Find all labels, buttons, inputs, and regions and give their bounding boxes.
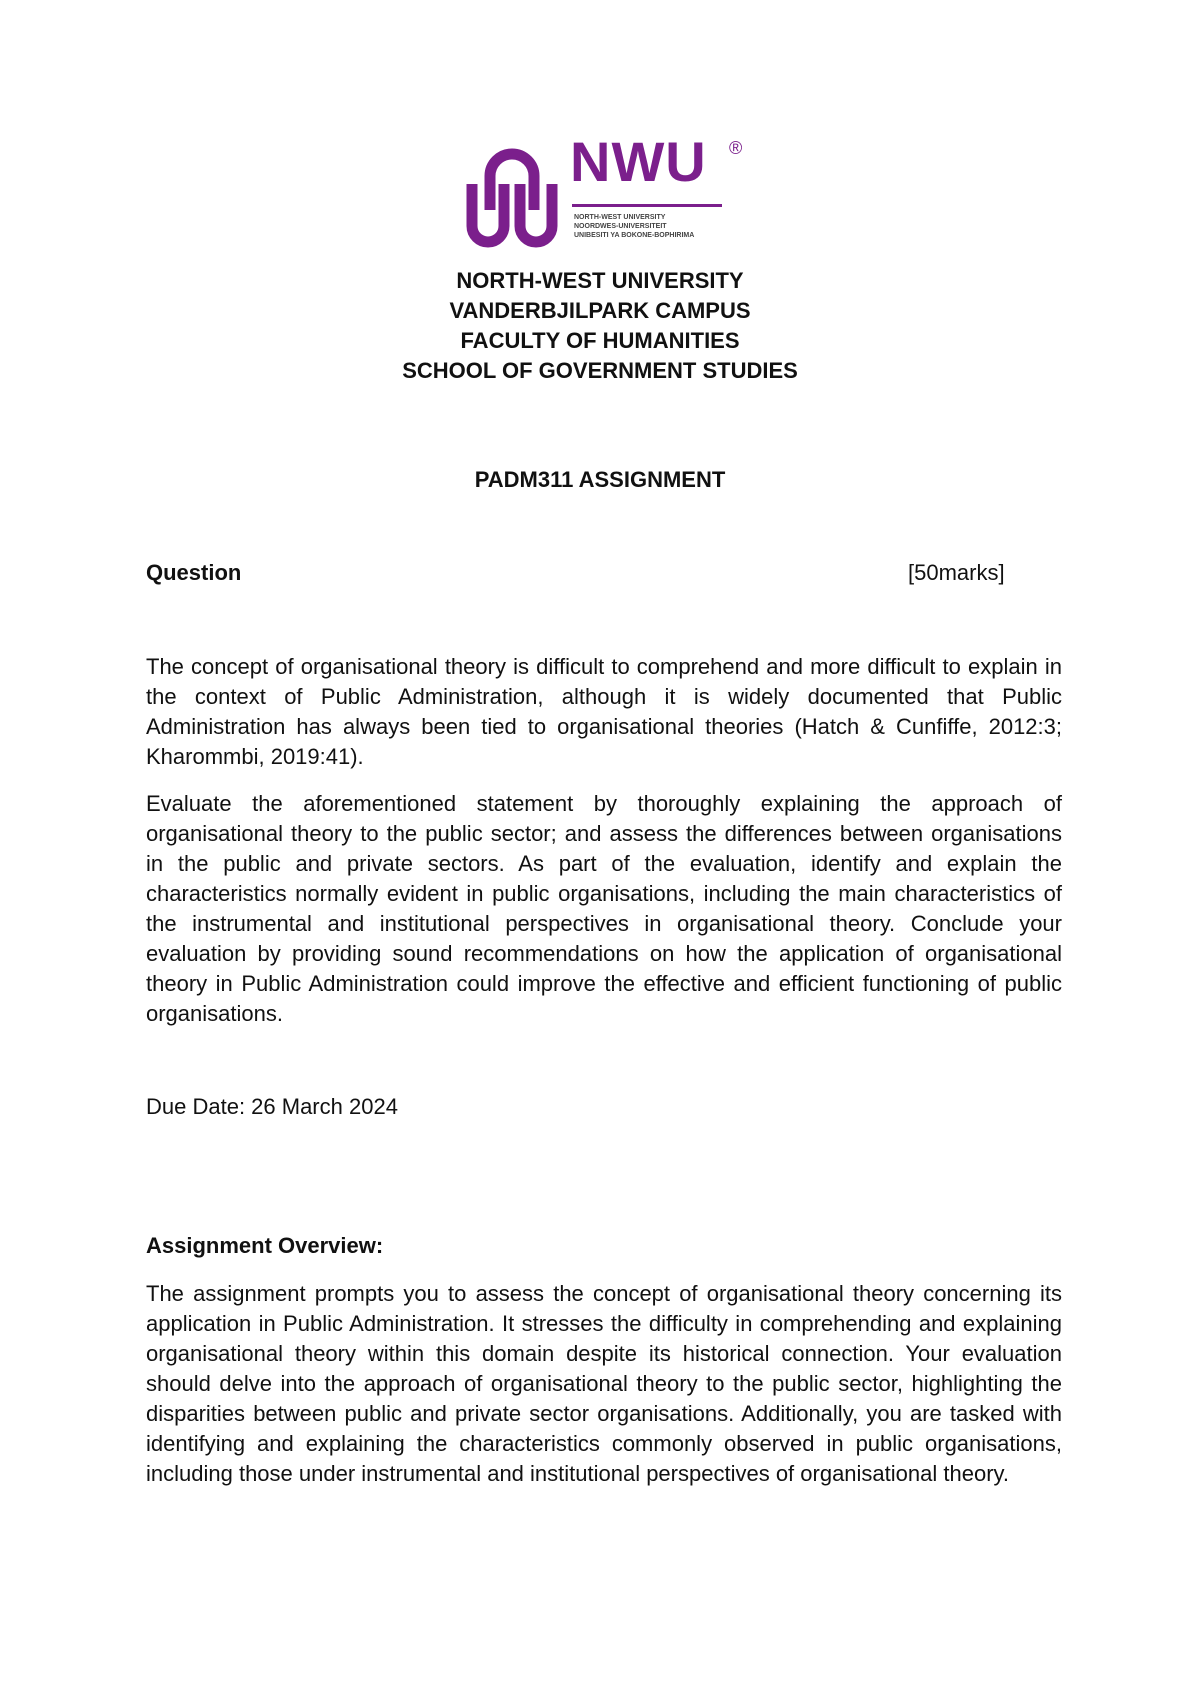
institution-line: SCHOOL OF GOVERNMENT STUDIES [402, 358, 798, 383]
nwu-emblem-icon [462, 140, 562, 252]
nwu-logo [462, 130, 752, 252]
institution-heading [0, 266, 1200, 386]
institution-line: FACULTY OF HUMANITIES [460, 328, 740, 353]
logo-sub-line: UNIBESITI YA BOKONE-BOPHIRIMA [574, 232, 695, 239]
institution-line: NORTH-WEST UNIVERSITY [456, 268, 744, 293]
registered-mark: ® [729, 138, 743, 158]
logo-subtitle [574, 213, 694, 240]
overview-paragraph: The assignment prompts you to assess the concept of organisational theory concerning its application in Public Administration. It stresses the difficulty in comprehending and explaining organisational theory within this domain despite its historical connection. Your evaluation should delve into the approach of organisational theory to the public sector, highlighting the disparities between public and private sector organisations. Additionally, you are tasked with identifying and explaining the characteristics commonly observed in public organisations, including those under instrumental and institutional perspectives of organisational theory. [146, 1281, 1062, 1486]
question-paragraph-2: Evaluate the aforementioned statement by thoroughly explaining the approach of organisational theory to the public sector; and assess the differences between organisations in the public and private sectors. As part of the evaluation, identify and explain the characteristics normally evident in public organisations, including the main characteristics of the instrumental and institutional perspectives in organisational theory. Conclude your evaluation by providing sound recommendations on how the application of organisational theory in Public Administration could improve the effective and efficient functioning of public organisations. [146, 791, 1062, 1026]
question-label: Question [146, 560, 242, 585]
assignment-title: PADM311 ASSIGNMENT [474, 467, 726, 492]
logo-sub-line: NOORDWES-UNIVERSITEIT [574, 223, 667, 230]
logo-divider [572, 204, 722, 207]
logo-wordmark: NWU [570, 130, 707, 193]
logo-sub-line: NORTH-WEST UNIVERSITY [574, 214, 666, 221]
due-date: Due Date: 26 March 2024 [146, 1094, 398, 1119]
question-marks: [50marks] [908, 560, 1005, 585]
overview-title: Assignment Overview: [146, 1233, 384, 1258]
institution-line: VANDERBJILPARK CAMPUS [449, 298, 751, 323]
question-paragraph-1: The concept of organisational theory is difficult to comprehend and more difficult to explain in the context of Public Administration, although it is widely documented that Public Administration has always been tied to organisational theories (Hatch & Cunfiffe, 2012:3; Kharommbi, 2019:41). [146, 654, 1062, 769]
